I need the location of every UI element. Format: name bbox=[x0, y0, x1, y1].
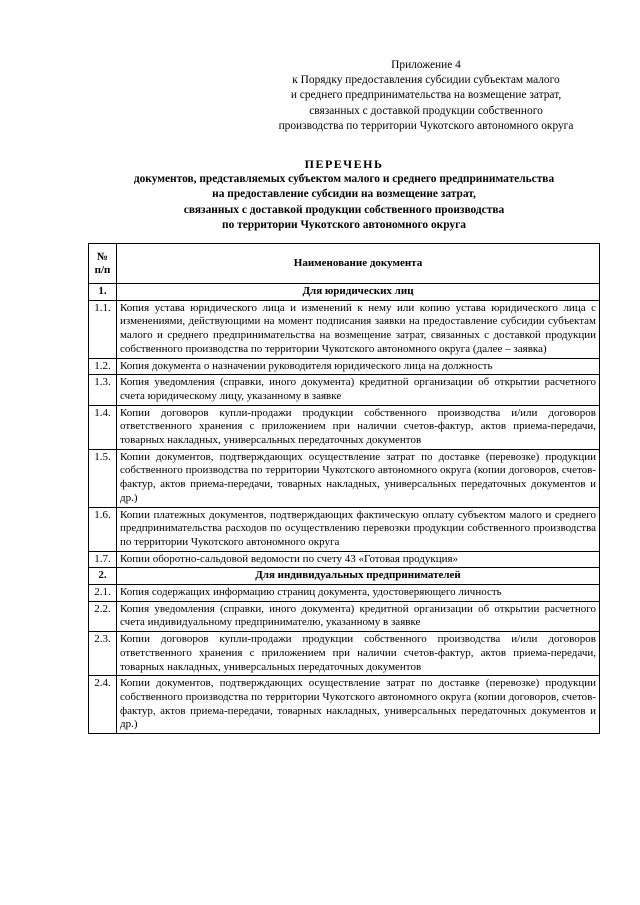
section-number: 1. bbox=[89, 284, 117, 301]
row-document-name: Копии платежных документов, подтверждающих фактическую оплату субъектом малого и среднего предпринимательства расходов по осуществлению перевозки продукции собственного производства по территории Чукотского автономного округа bbox=[117, 507, 600, 551]
table-row bbox=[89, 300, 600, 358]
row-document-name: Копия содержащих информацию страниц документа, удостоверяющего личность bbox=[117, 585, 600, 602]
section-row bbox=[89, 284, 600, 301]
row-document-name: Копии документов, подтверждающих осуществление затрат по доставке (перевозке) продукции собственного производства по территории Чукотского автономного округа (копии договоров, счетов-фактур, актов приема-передачи, товарных накладных, универсальных передаточных документов и др.) bbox=[117, 676, 600, 734]
row-number: 1.3. bbox=[89, 375, 117, 405]
table-row bbox=[89, 676, 600, 734]
row-document-name: Копия устава юридического лица и изменений к нему или копию устава юридического лица с изменениями, действующими на момент подписания заявки на предоставление субсидии субъектам малого и среднего предпринимательства на возмещение затрат, связанных с доставкой продукции собственного производства по территории Чукотского автономного округа (далее – заявка) bbox=[117, 300, 600, 358]
row-number: 1.6. bbox=[89, 507, 117, 551]
row-document-name: Копии документов, подтверждающих осуществление затрат по доставке (перевозке) продукции собственного производства по территории Чукотского автономного округа (копии договоров, счетов-фактур, актов приема-передачи, товарных накладных, универсальных передаточных документов и др.) bbox=[117, 449, 600, 507]
row-number: 1.1. bbox=[89, 300, 117, 358]
row-number: 2.1. bbox=[89, 585, 117, 602]
table-row bbox=[89, 375, 600, 405]
table-row bbox=[89, 551, 600, 568]
row-number: 1.7. bbox=[89, 551, 117, 568]
row-document-name: Копия уведомления (справки, иного документа) кредитной организации об открытии расчетного счета индивидуальному предпринимателю, указанному в заявке bbox=[117, 601, 600, 631]
row-number: 1.4. bbox=[89, 405, 117, 449]
table-row bbox=[89, 358, 600, 375]
row-number: 2.3. bbox=[89, 632, 117, 676]
appendix-line: и среднего предпринимательства на возмещение затрат, bbox=[290, 89, 562, 102]
appendix-line: Приложение 4 bbox=[391, 59, 461, 71]
table-row bbox=[89, 449, 600, 507]
section-title: Для индивидуальных предпринимателей bbox=[117, 568, 600, 585]
header-number-sign: № bbox=[96, 250, 109, 263]
documents-table bbox=[88, 243, 600, 734]
row-document-name: Копии оборотно-сальдовой ведомости по счету 43 «Готовая продукция» bbox=[117, 551, 600, 568]
header-number-abbr: п/п bbox=[94, 263, 111, 276]
table-row bbox=[89, 405, 600, 449]
title-line: связанных с доставкой продукции собственного производства bbox=[183, 203, 505, 216]
table-header-row bbox=[89, 244, 600, 284]
appendix-line: связанных с доставкой продукции собственного bbox=[309, 104, 543, 117]
table-row bbox=[89, 507, 600, 551]
appendix-header bbox=[250, 58, 602, 134]
title-heading: ПЕРЕЧЕНЬ bbox=[304, 157, 384, 171]
column-header-number bbox=[89, 244, 117, 284]
table-row bbox=[89, 585, 600, 602]
appendix-line: производства по территории Чукотского автономного округа bbox=[278, 119, 574, 132]
row-number: 1.5. bbox=[89, 449, 117, 507]
table-row bbox=[89, 632, 600, 676]
table-row bbox=[89, 601, 600, 631]
row-number: 2.4. bbox=[89, 676, 117, 734]
section-title: Для юридических лиц bbox=[117, 284, 600, 301]
section-number: 2. bbox=[89, 568, 117, 585]
section-row bbox=[89, 568, 600, 585]
title-line: на предоставление субсидии на возмещение затрат, bbox=[212, 188, 476, 201]
title-line: документов, представляемых субъектом малого и среднего предпринимательства bbox=[133, 173, 555, 186]
row-document-name: Копии договоров купли-продажи продукции собственного производства и/или договоров ответственного хранения с приложением при наличии счетов-фактур, актов приема-передачи, товарных накладных, универсальных передаточных документов bbox=[117, 632, 600, 676]
row-number: 1.2. bbox=[89, 358, 117, 375]
row-number: 2.2. bbox=[89, 601, 117, 631]
row-document-name: Копии договоров купли-продажи продукции собственного производства и/или договоров ответственного хранения с приложением при наличии счетов-фактур, актов приема-передачи, товарных накладных, универсальных передаточных документов bbox=[117, 405, 600, 449]
column-header-name: Наименование документа bbox=[117, 244, 600, 284]
appendix-line: к Порядку предоставления субсидии субъектам малого bbox=[292, 74, 560, 87]
document-title bbox=[88, 157, 600, 233]
row-document-name: Копия документа о назначении руководителя юридического лица на должность bbox=[117, 358, 600, 375]
row-document-name: Копия уведомления (справки, иного документа) кредитной организации об открытии расчетного счета юридическому лицу, указанному в заявке bbox=[117, 375, 600, 405]
title-line: по территории Чукотского автономного округа bbox=[222, 218, 466, 231]
